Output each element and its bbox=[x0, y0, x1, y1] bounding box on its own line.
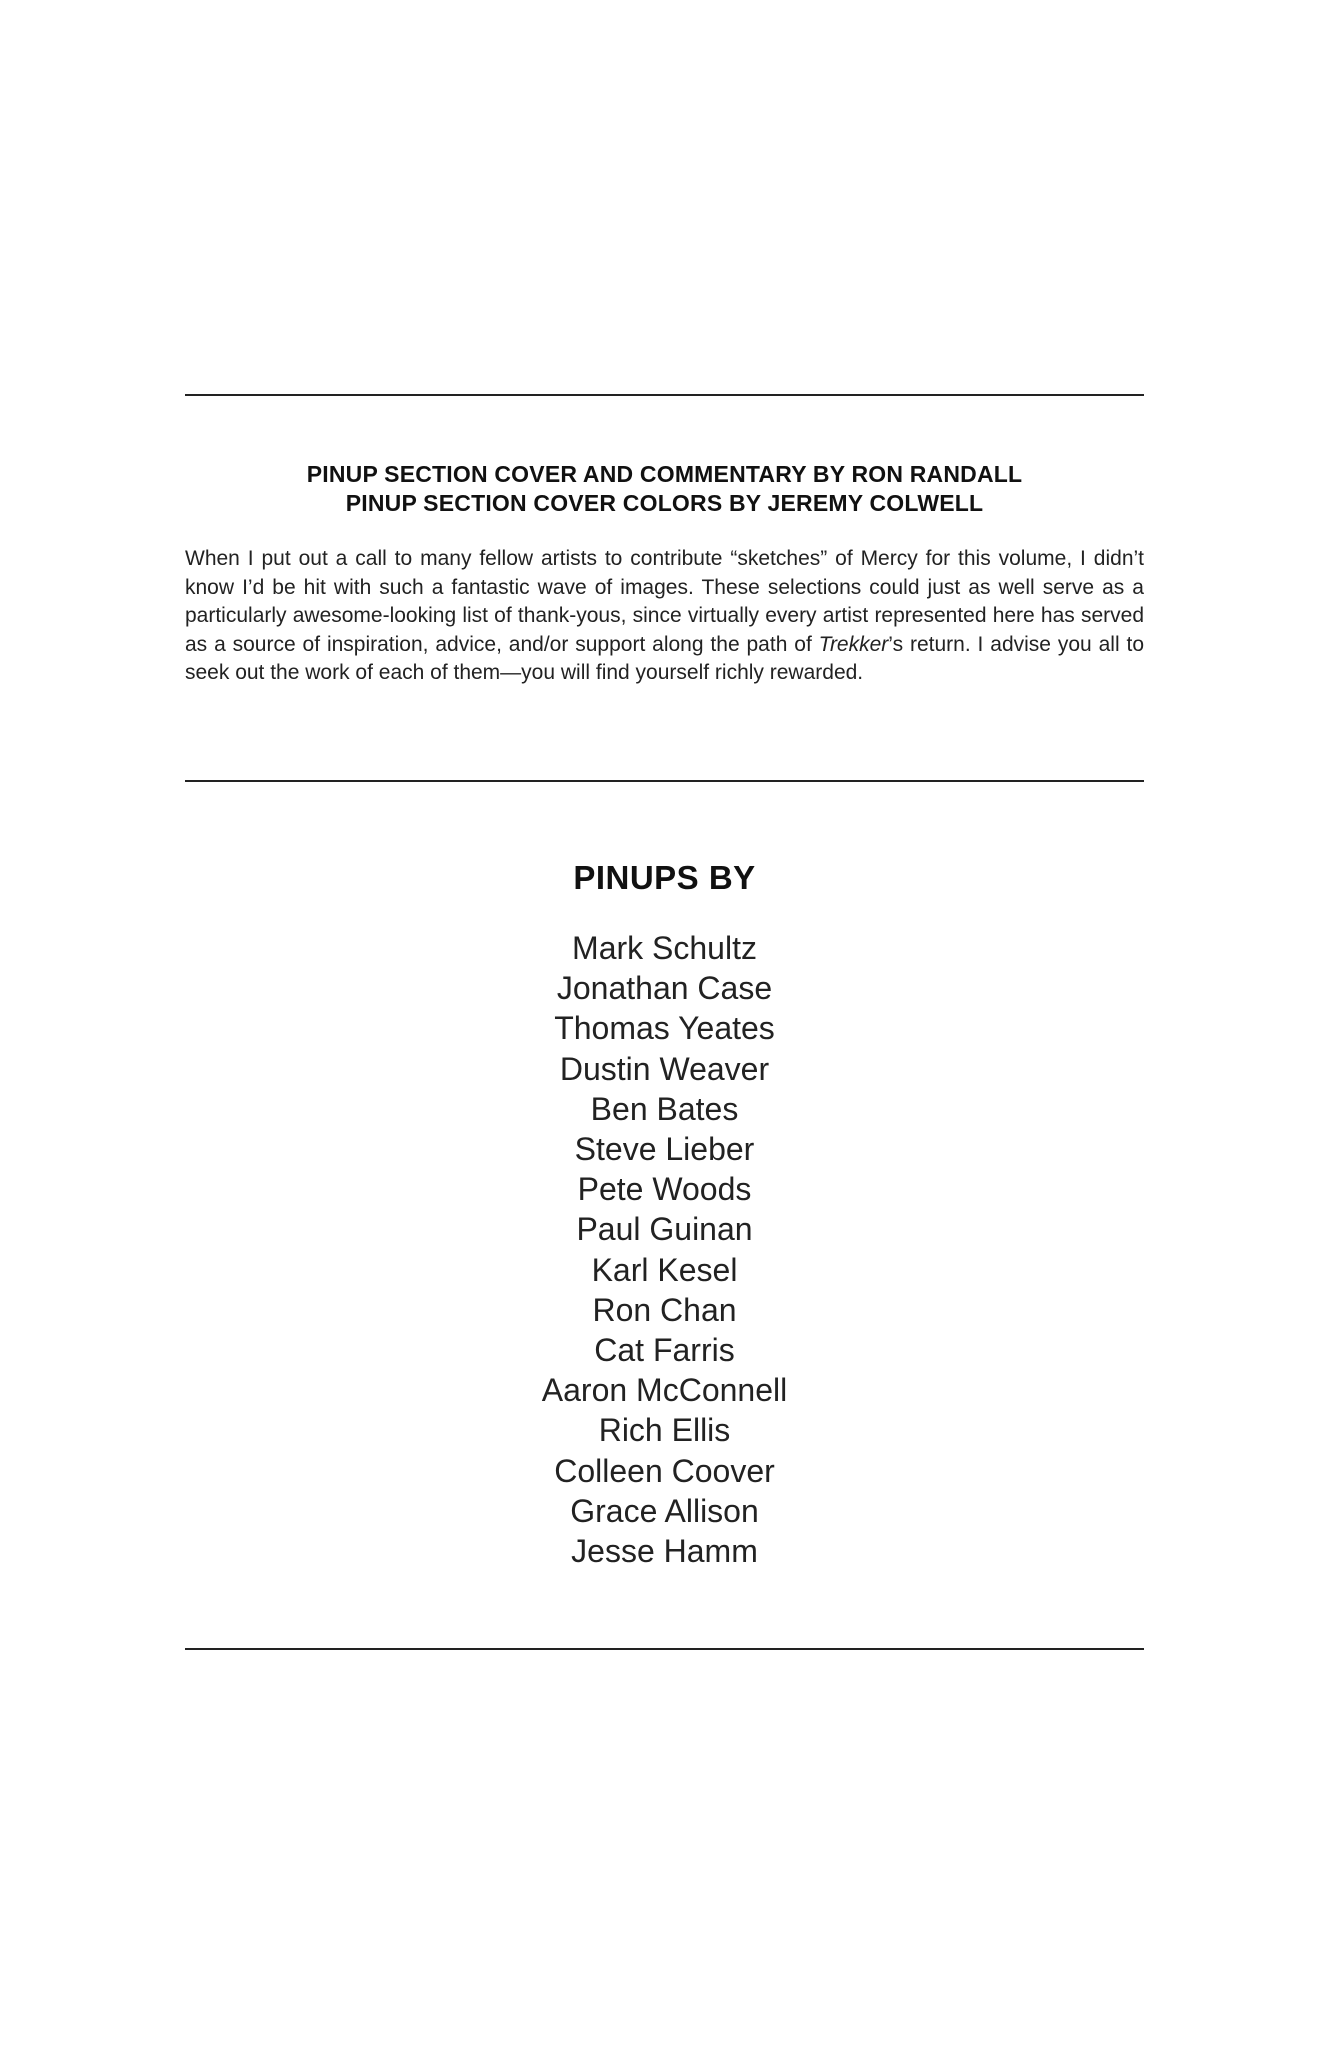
artist-name: Cat Farris bbox=[594, 1332, 735, 1369]
credit-cover-colors: PINUP SECTION COVER COLORS BY JEREMY COLWELL bbox=[345, 490, 984, 516]
commentary-title: Trekker bbox=[818, 632, 889, 656]
artist-name: Thomas Yeates bbox=[554, 1010, 775, 1047]
credit-cover-commentary: PINUP SECTION COVER AND COMMENTARY BY RON RANDALL bbox=[306, 461, 1023, 487]
commentary-text-start: When I put out a call to many fellow artists to contribute “sketches” of Mercy for this volume, I didn’t know I’d be hit with such a fantastic wave of images. These selections could just as well serve as a particularly awesome-looking list of thank-yous, since virtually every artist represented here has served as a source of inspiration, advice, and/or support along the path of bbox=[185, 547, 1144, 656]
artist-name: Ron Chan bbox=[592, 1291, 737, 1328]
artist-list bbox=[185, 928, 1144, 1571]
pinups-heading: PINUPS BY bbox=[573, 859, 756, 896]
artist-name: Aaron McConnell bbox=[541, 1372, 788, 1409]
artist-name: Jesse Hamm bbox=[571, 1533, 758, 1570]
artist-name: Steve Lieber bbox=[574, 1131, 755, 1168]
artist-name: Pete Woods bbox=[577, 1171, 752, 1208]
artist-name: Ben Bates bbox=[590, 1090, 739, 1127]
commentary-text-end: ’s return. I advise you all to seek out the work of each of them—you will find yourself richly rewarded. bbox=[185, 632, 1145, 684]
artist-name: Dustin Weaver bbox=[559, 1050, 770, 1087]
middle-divider bbox=[185, 780, 1144, 782]
artist-name: Karl Kesel bbox=[591, 1251, 738, 1288]
top-divider bbox=[185, 394, 1144, 396]
commentary-paragraph bbox=[185, 545, 1144, 688]
artist-name: Jonathan Case bbox=[556, 970, 773, 1007]
artist-name: Rich Ellis bbox=[598, 1412, 731, 1449]
artist-name: Colleen Coover bbox=[554, 1452, 775, 1489]
bottom-divider bbox=[185, 1648, 1144, 1650]
artist-name: Mark Schultz bbox=[572, 930, 757, 966]
artist-name: Paul Guinan bbox=[576, 1211, 753, 1248]
credits-block bbox=[185, 460, 1144, 518]
artist-name: Grace Allison bbox=[570, 1492, 759, 1529]
